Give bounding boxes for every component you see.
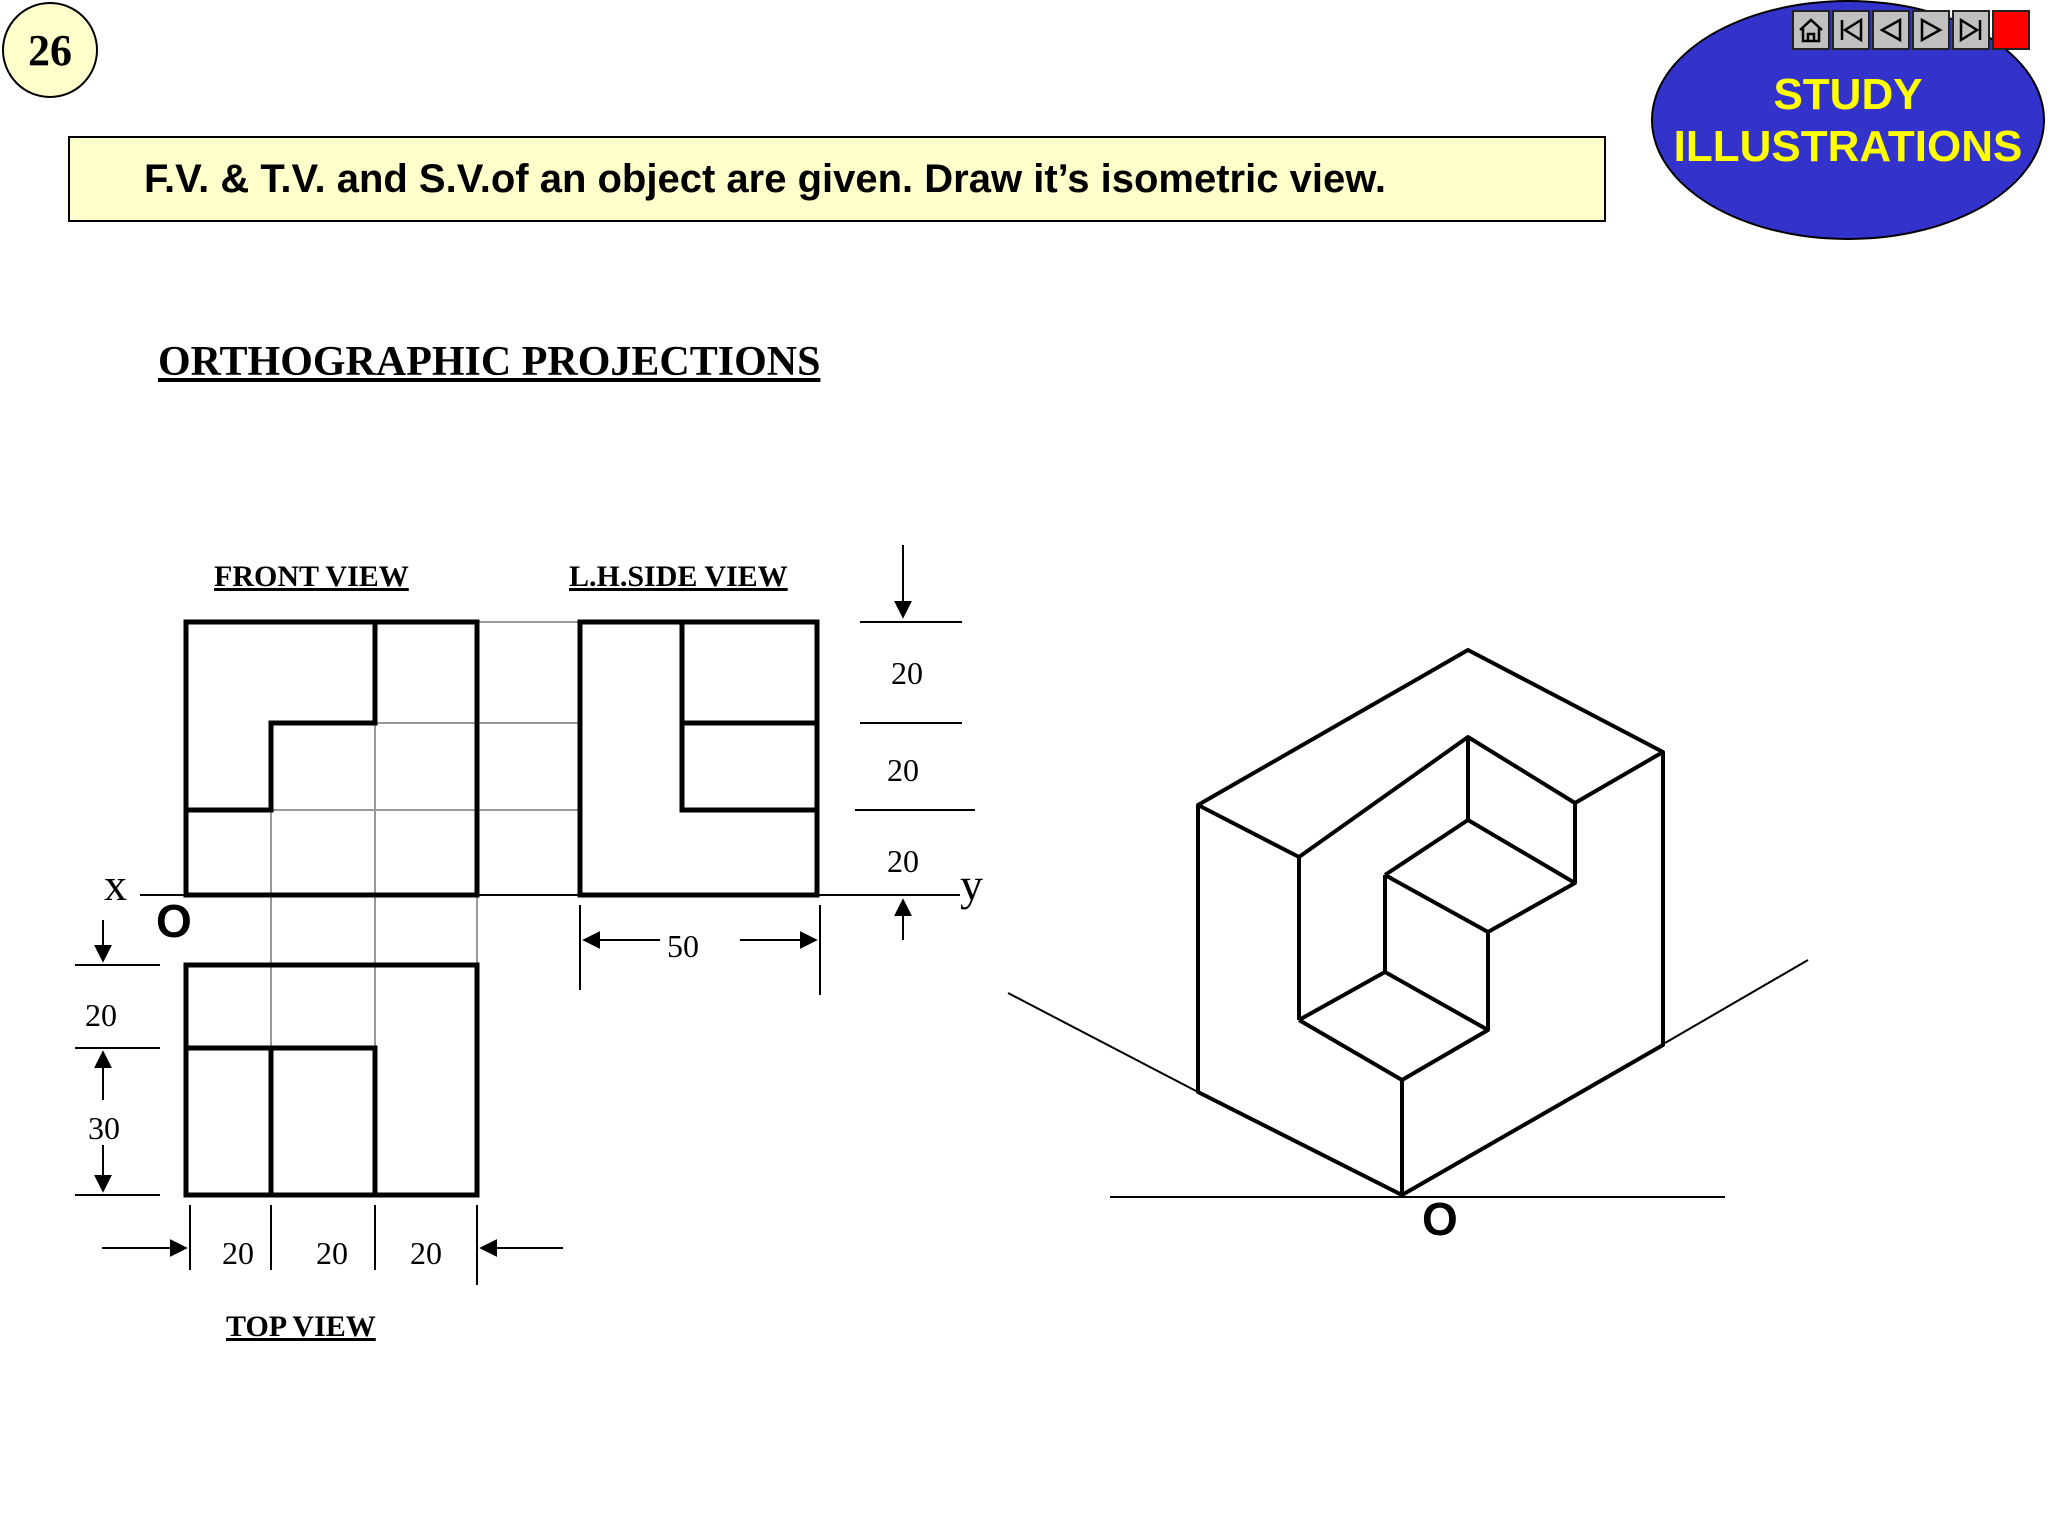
top-width-dim-1: 20	[222, 1235, 254, 1271]
study-label: STUDY	[1773, 70, 1923, 119]
height-dim-bottom: 20	[887, 843, 919, 879]
task-text: F.V. & T.V. and S.V.of an object are given. Draw it’s isometric view.	[144, 156, 1386, 201]
height-dimensions	[855, 545, 975, 940]
side-width-dimension	[580, 905, 820, 995]
side-view-label: L.H.SIDE VIEW	[569, 560, 788, 593]
slide-number: 26	[28, 25, 72, 75]
height-dim-top: 20	[891, 655, 923, 691]
top-view	[186, 965, 477, 1195]
origin-label: O	[156, 895, 192, 947]
projection-lines	[186, 622, 817, 1195]
axis-x-label: x	[104, 859, 127, 910]
isometric-view	[1198, 650, 1663, 1195]
isometric-origin-label: O	[1422, 1193, 1458, 1245]
side-view	[580, 622, 817, 895]
top-view-label: TOP VIEW	[226, 1310, 376, 1343]
top-width-dim-2: 20	[316, 1235, 348, 1271]
top-depth-dim-30: 30	[88, 1110, 120, 1146]
top-depth-dim-20: 20	[85, 997, 117, 1033]
front-view-label: FRONT VIEW	[214, 560, 409, 593]
top-depth-dimensions	[75, 920, 160, 1195]
front-view	[186, 622, 477, 895]
side-width-dim: 50	[667, 928, 699, 964]
top-width-dim-3: 20	[410, 1235, 442, 1271]
orthographic-projections-title: ORTHOGRAPHIC PROJECTIONS	[158, 339, 821, 385]
axis-y-label: y	[960, 859, 983, 910]
height-dim-middle: 20	[887, 752, 919, 788]
illustrations-label: ILLUSTRATIONS	[1673, 122, 2023, 171]
